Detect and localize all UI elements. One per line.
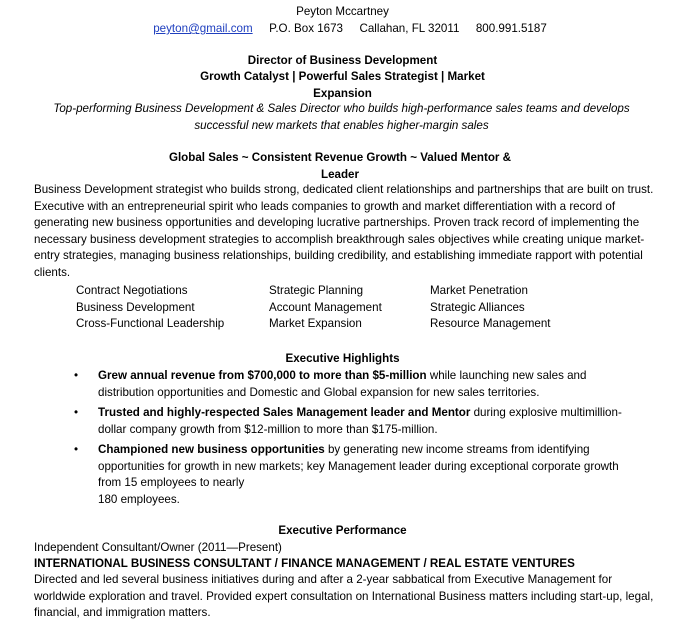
highlights-heading: Executive Highlights xyxy=(285,352,400,365)
bullet-icon: • xyxy=(74,369,79,382)
headline-title: Director of Business Development xyxy=(247,54,438,67)
city-state-zip: Callahan, FL 32011 xyxy=(359,22,460,35)
headline-subtitle-cont: Expansion xyxy=(313,87,372,100)
skill-item: Cross-Functional Leadership xyxy=(76,317,225,330)
performance-heading: Executive Performance xyxy=(278,524,407,537)
skills-column-3 xyxy=(430,283,551,333)
role-line: Independent Consultant/Owner (2011—Present) xyxy=(34,541,282,554)
list-item xyxy=(74,368,634,401)
highlight-text: by generating new income streams from identifying opportunities for growth in new markets; key Management leader during exceptional corporate growth from 15 employees to nearly xyxy=(98,443,619,489)
tagline-line-1: Global Sales ~ Consistent Revenue Growth ~ Valued Mentor & xyxy=(168,151,512,164)
role-title: INTERNATIONAL BUSINESS CONSULTANT / FINANCE MANAGEMENT / REAL ESTATE VENTURES xyxy=(34,557,575,570)
highlight-bold: Grew annual revenue from $700,000 to more than $5-million xyxy=(98,369,427,382)
highlight-text: while launching new sales and distribution opportunities and Domestic and Global expansion for new sales territories. xyxy=(98,369,587,399)
summary-statement: Top-performing Business Development & Sales Director who builds high-performance sales teams and develops successful new markets that enables higher-margin sales xyxy=(53,102,630,132)
headline-subtitle: Growth Catalyst | Powerful Sales Strategist | Market xyxy=(200,70,485,83)
highlights-list xyxy=(74,368,634,512)
tagline-line-2: Leader xyxy=(320,167,360,181)
list-item xyxy=(74,405,634,438)
bullet-icon: • xyxy=(74,443,79,456)
tagline xyxy=(150,150,530,183)
candidate-name: Peyton Mccartney xyxy=(296,5,389,18)
skill-item: Resource Management xyxy=(430,317,551,330)
skill-item: Market Expansion xyxy=(269,317,362,330)
skill-item: Business Development xyxy=(76,300,195,314)
po-box: P.O. Box 1673 xyxy=(269,22,344,35)
skill-item: Contract Negotiations xyxy=(76,284,188,297)
skills-column-1 xyxy=(76,283,224,333)
role-description: Directed and led several business initiatives during and after a 2-year sabbatical from Executive Management for worldwide exploration and travel. Provided expert consultation on International Business matters including start-up, legal, financial, and immigration matters. xyxy=(34,573,654,619)
skill-item: Market Penetration xyxy=(430,284,528,297)
contact-line xyxy=(0,21,685,38)
profile-paragraph: Business Development strategist who builds strong, dedicated client relationships and partnerships that are built on trust. Executive with an entrepreneurial spirit who leads companies to growth and market differentiation with a record of generating new business opportunities and developing lucrative partnerships. Proven track record of implementing the necessary business development strategies to accomplish breakthrough sales objectives while creating unique market-entry strategies, managing business relationships, building credibility, and establishing immediate rapport with potential clients. xyxy=(34,183,654,279)
skill-item: Account Management xyxy=(269,300,382,314)
highlight-bold: Trusted and highly-respected Sales Management leader and Mentor xyxy=(98,406,471,419)
list-item xyxy=(74,442,634,508)
highlight-text-cont: 180 employees. xyxy=(98,492,180,506)
phone-number: 800.991.5187 xyxy=(475,22,547,35)
skill-item: Strategic Alliances xyxy=(430,300,525,314)
skills-column-2 xyxy=(269,283,382,333)
highlight-bold: Championed new business opportunities xyxy=(98,443,325,456)
email-link[interactable]: peyton@gmail.com xyxy=(153,22,253,35)
skill-item: Strategic Planning xyxy=(269,284,364,297)
highlight-text: during explosive multimillion-dollar company growth from $12-million to more than $175-million. xyxy=(98,406,622,436)
bullet-icon: • xyxy=(74,406,79,419)
